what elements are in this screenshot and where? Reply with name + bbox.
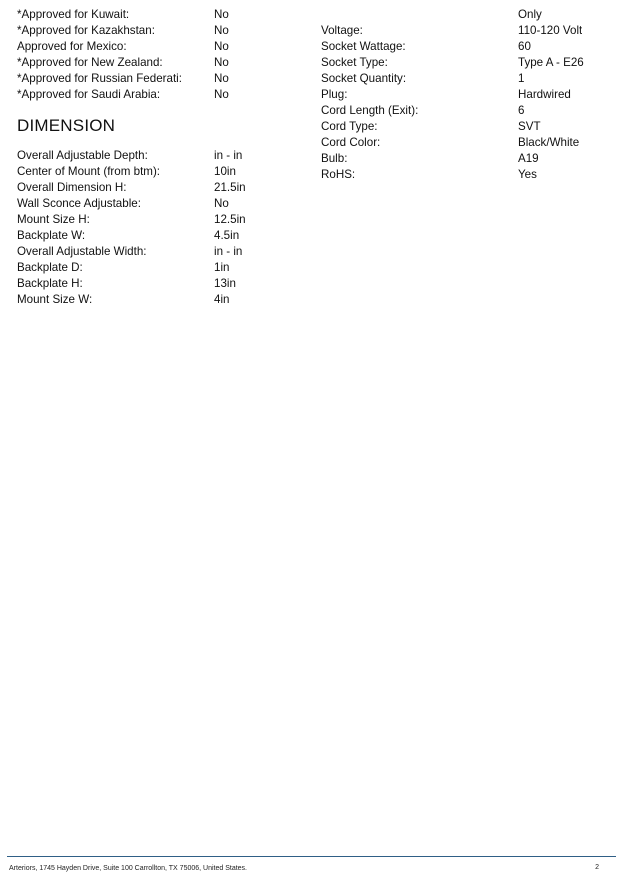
spec-value: 10in <box>214 165 236 178</box>
spec-value: in - in <box>214 245 243 258</box>
spec-label: Backplate H: <box>17 277 83 290</box>
spec-label: Cord Color: <box>321 136 381 149</box>
spec-value: 13in <box>214 277 236 290</box>
spec-row <box>17 7 246 23</box>
spec-label: RoHS: <box>321 168 356 181</box>
spec-label: Overall Dimension H: <box>17 181 127 194</box>
spec-row <box>17 39 246 55</box>
spec-value: Type A - E26 <box>518 56 584 69</box>
spec-value: Black/White <box>518 136 580 149</box>
spec-label: Center of Mount (from btm): <box>17 165 161 178</box>
right-column <box>321 7 584 183</box>
spec-label: Mount Size H: <box>17 213 90 226</box>
spec-value: in - in <box>214 149 243 162</box>
spec-row <box>17 148 246 164</box>
spec-row <box>17 260 246 276</box>
spec-label: *Approved for Kuwait: <box>17 8 130 21</box>
spec-label: *Approved for Russian Federati: <box>17 72 182 85</box>
spec-label: *Approved for Saudi Arabia: <box>17 88 161 101</box>
spec-row <box>17 276 246 292</box>
spec-label: Socket Wattage: <box>321 40 406 53</box>
spec-label: Mount Size W: <box>17 293 93 306</box>
page-number: 2 <box>595 864 599 871</box>
spec-row <box>17 23 246 39</box>
spec-value: A19 <box>518 152 539 165</box>
spec-row <box>17 164 246 180</box>
spec-label: Socket Type: <box>321 56 388 69</box>
spec-value: 6 <box>518 104 525 117</box>
spec-value: 1 <box>518 72 525 85</box>
spec-value: No <box>214 197 229 210</box>
continued-value: Only <box>518 8 542 21</box>
spec-label: Overall Adjustable Depth: <box>17 149 148 162</box>
spec-label: Backplate W: <box>17 229 86 242</box>
spec-value: 12.5in <box>214 213 246 226</box>
dimension-list <box>17 148 246 308</box>
spec-label: Plug: <box>321 88 348 101</box>
dimension-heading: DIMENSION <box>17 116 116 135</box>
spec-value: 4in <box>214 293 230 306</box>
spec-value: No <box>214 72 229 85</box>
spec-value: No <box>214 24 229 37</box>
spec-row <box>321 135 584 151</box>
spec-row <box>17 87 246 103</box>
spec-value: No <box>214 88 229 101</box>
spec-value: No <box>214 56 229 69</box>
spec-row <box>321 167 584 183</box>
spec-label: Wall Sconce Adjustable: <box>17 197 141 210</box>
spec-value: Yes <box>518 168 537 181</box>
left-column <box>17 7 246 308</box>
spec-label: Cord Length (Exit): <box>321 104 419 117</box>
spec-label: Approved for Mexico: <box>17 40 127 53</box>
spec-row <box>321 39 584 55</box>
spec-value: 60 <box>518 40 531 53</box>
spec-label: Cord Type: <box>321 120 378 133</box>
spec-label: Overall Adjustable Width: <box>17 245 147 258</box>
spec-value: SVT <box>518 120 541 133</box>
spec-label: Socket Quantity: <box>321 72 407 85</box>
page-footer <box>7 856 616 879</box>
spec-row <box>17 244 246 260</box>
spec-row <box>321 119 584 135</box>
spec-row <box>321 71 584 87</box>
spec-row <box>321 87 584 103</box>
electrical-list <box>321 23 584 183</box>
spec-row <box>321 103 584 119</box>
spec-row <box>321 55 584 71</box>
spec-value: 110-120 Volt <box>518 24 583 37</box>
spec-row <box>17 196 246 212</box>
spec-row <box>17 71 246 87</box>
spec-value: No <box>214 40 229 53</box>
spec-row <box>17 292 246 308</box>
footer-address: Arteriors, 1745 Hayden Drive, Suite 100 Carrollton, TX 75006, United States. <box>9 865 247 872</box>
spec-row <box>17 55 246 71</box>
spec-row <box>17 228 246 244</box>
spec-value: 4.5in <box>214 229 240 242</box>
spec-label: *Approved for Kazakhstan: <box>17 24 155 37</box>
spec-value: Hardwired <box>518 88 571 101</box>
spec-row <box>321 151 584 167</box>
spec-label: Backplate D: <box>17 261 83 274</box>
spec-label: Voltage: <box>321 24 363 37</box>
spec-value: 1in <box>214 261 230 274</box>
spec-row <box>17 212 246 228</box>
spec-row <box>17 180 246 196</box>
spec-value: 21.5in <box>214 181 246 194</box>
spec-value: No <box>214 8 229 21</box>
spec-label: Bulb: <box>321 152 348 165</box>
spec-row <box>321 23 584 39</box>
approvals-list <box>17 7 246 103</box>
spec-label: *Approved for New Zealand: <box>17 56 163 69</box>
